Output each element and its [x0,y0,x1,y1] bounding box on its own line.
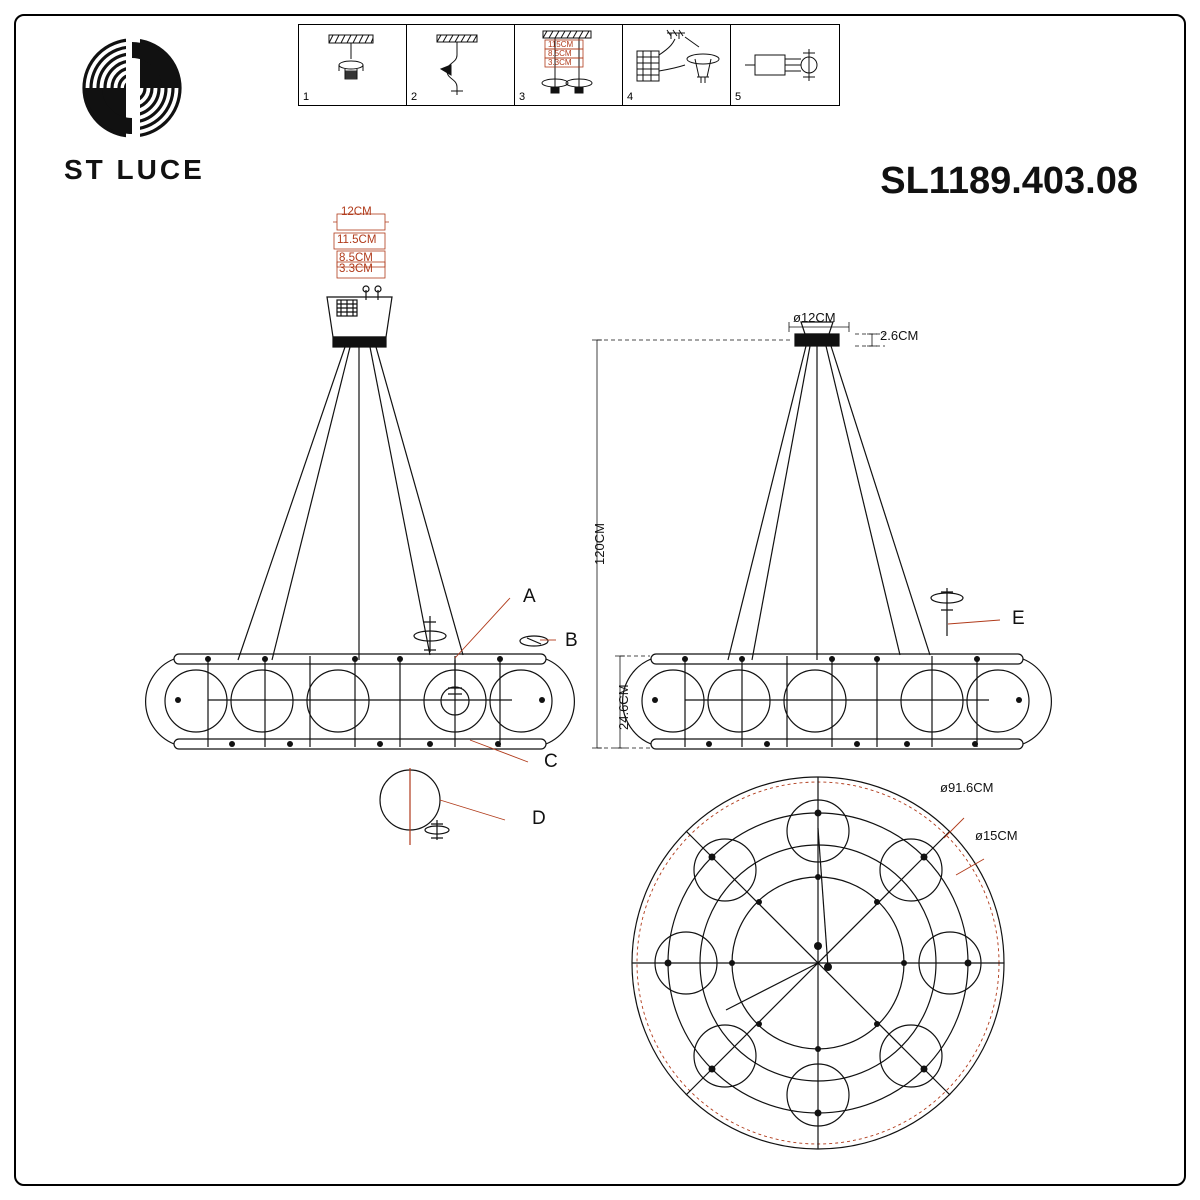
install-step-1 [299,25,407,105]
cable-length-trim-icon [515,25,623,103]
install-step-5 [731,25,839,105]
dim-total-height: 120CM [592,523,607,565]
page-title: SL1189.403.08 [880,160,1138,202]
dim-outer-diameter: ø91.6CM [940,780,994,795]
step-number: 3 [519,91,526,103]
callout-b: B [565,630,578,651]
dim-canopy-11-5cm: 11.5CM [337,234,377,246]
install-steps-strip [298,24,840,106]
svg-text:115CM: 115CM [548,40,574,49]
install-step-2 [407,25,515,105]
st-luce-spiral-logo [62,36,202,148]
dim-canopy-3-3cm: 3.3CM [339,263,373,275]
step-number: 4 [627,91,634,103]
dim-canopy-12cm: 12CM [341,206,372,218]
svg-text:3.3CM: 3.3CM [548,58,572,67]
install-step-3 [515,25,623,105]
dim-globe-diameter: ø15CM [975,828,1018,843]
brand-block [62,36,302,206]
dim-canopy-8-5cm: 8.5CM [339,252,373,264]
bulb-install-icon [731,25,839,103]
ceiling-bracket-mount-icon [299,25,407,103]
dim-canopy-diameter: ø12CM [793,310,836,325]
step-number: 5 [735,91,742,103]
callout-a: A [523,586,536,607]
brand-name: ST LUCE [64,154,205,185]
dim-fixture-height: 24.6CM [616,684,631,730]
callout-e: E [1012,608,1025,629]
callout-d: D [532,808,546,829]
terminal-block-wiring-icon [623,25,731,103]
dim-canopy-height: 2.6CM [880,328,919,343]
cable-hook-adjust-icon [407,25,515,103]
step-number: 2 [411,91,418,103]
install-step-4 [623,25,731,105]
step-number: 1 [303,91,310,103]
svg-text:8.5CM: 8.5CM [548,49,572,58]
callout-c: C [544,751,558,772]
